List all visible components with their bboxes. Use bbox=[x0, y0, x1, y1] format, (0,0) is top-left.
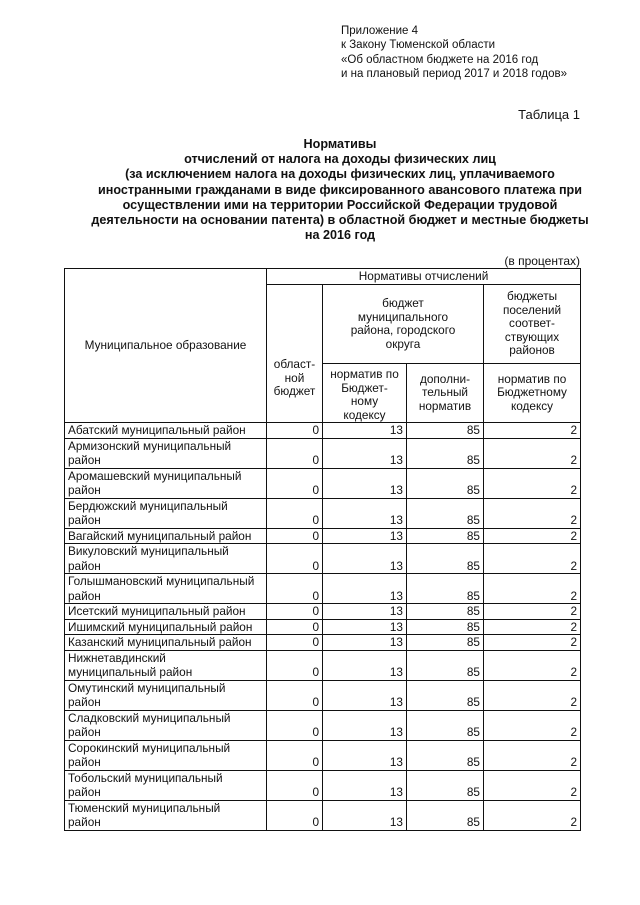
municipality-name-line: Армизонский муниципальный bbox=[68, 438, 232, 453]
additional-value: 85 bbox=[407, 574, 484, 604]
header-line: норматив по bbox=[497, 371, 567, 386]
settlements-value: 2 bbox=[484, 574, 581, 604]
settlements-value: 2 bbox=[484, 650, 581, 680]
header-line: бюджет bbox=[273, 384, 316, 399]
settlements-value: 2 bbox=[484, 604, 581, 620]
regional-value: 0 bbox=[267, 528, 323, 544]
table-row bbox=[65, 770, 581, 800]
code-norm-value: 13 bbox=[323, 604, 407, 620]
regional-value: 0 bbox=[267, 635, 323, 651]
additional-value: 85 bbox=[407, 680, 484, 710]
additional-value: 85 bbox=[407, 770, 484, 800]
header-line: района, городского bbox=[350, 323, 456, 337]
settlements-value: 2 bbox=[484, 619, 581, 635]
table-row bbox=[65, 619, 581, 635]
municipality-name-line: Вагайский муниципальный район bbox=[68, 528, 252, 543]
settlements-value: 2 bbox=[484, 635, 581, 651]
header-line: соответ- bbox=[509, 316, 555, 331]
normatives-table bbox=[64, 268, 581, 831]
regional-value: 0 bbox=[267, 438, 323, 468]
additional-value: 85 bbox=[407, 498, 484, 528]
title-line: деятельности на основании патента) в областной бюджет и местные бюджеты bbox=[91, 213, 589, 228]
regional-value: 0 bbox=[267, 619, 323, 635]
header-line: бюджеты bbox=[506, 289, 558, 304]
code-norm-value: 13 bbox=[323, 438, 407, 468]
settlements-value: 2 bbox=[484, 680, 581, 710]
title-line: (за исключением налога на доходы физических лиц, уплачиваемого bbox=[125, 167, 555, 182]
municipality-name-line: район bbox=[68, 558, 101, 573]
table-row bbox=[65, 650, 581, 680]
code-norm-value: 13 bbox=[323, 468, 407, 498]
table-row bbox=[65, 438, 581, 468]
regional-value: 0 bbox=[267, 770, 323, 800]
municipality-name bbox=[65, 740, 267, 770]
municipality-name bbox=[65, 528, 267, 544]
table-row bbox=[65, 574, 581, 604]
document-title bbox=[40, 137, 640, 243]
settlements-value: 2 bbox=[484, 468, 581, 498]
additional-value: 85 bbox=[407, 528, 484, 544]
table-row bbox=[65, 423, 581, 439]
municipality-name-line: Ишимский муниципальный район bbox=[68, 619, 253, 634]
regional-value: 0 bbox=[267, 544, 323, 574]
regional-value: 0 bbox=[267, 574, 323, 604]
code-norm-value: 13 bbox=[323, 680, 407, 710]
municipality-name bbox=[65, 650, 267, 680]
additional-value: 85 bbox=[407, 468, 484, 498]
appendix-line: к Закону Тюменской области bbox=[341, 39, 496, 52]
municipality-name-line: Тюменский муниципальный bbox=[68, 800, 221, 815]
code-norm-value: 13 bbox=[323, 650, 407, 680]
code-norm-value: 13 bbox=[323, 710, 407, 740]
header-line: норматив bbox=[418, 398, 472, 413]
municipality-name bbox=[65, 770, 267, 800]
municipality-name-line: Аромашевский муниципальный bbox=[68, 468, 242, 483]
municipality-name-line: Сладковский муниципальный bbox=[68, 710, 231, 725]
header-line: ному bbox=[350, 394, 379, 408]
appendix-line: и на плановый период 2017 и 2018 годов» bbox=[341, 68, 567, 81]
code-norm-value: 13 bbox=[323, 574, 407, 604]
title-line: на 2016 год bbox=[304, 228, 376, 243]
municipality-name bbox=[65, 468, 267, 498]
additional-value: 85 bbox=[407, 619, 484, 635]
header-code-norm bbox=[323, 364, 407, 423]
title-line: осуществлении ими на территории Российской Федерации трудовой bbox=[122, 197, 558, 212]
additional-value: 85 bbox=[407, 635, 484, 651]
municipality-name bbox=[65, 800, 267, 830]
code-norm-value: 13 bbox=[323, 423, 407, 439]
units-note: (в процентах) bbox=[504, 254, 580, 268]
header-line: кодексу bbox=[510, 398, 554, 413]
header-line: бюджет bbox=[382, 296, 424, 310]
municipality-name-line: Исетский муниципальный район bbox=[68, 604, 246, 618]
regional-value: 0 bbox=[267, 800, 323, 830]
settlements-value: 2 bbox=[484, 770, 581, 800]
municipality-name bbox=[65, 438, 267, 468]
additional-value: 85 bbox=[407, 740, 484, 770]
table-row bbox=[65, 740, 581, 770]
header-settle-norm bbox=[484, 364, 581, 423]
header-line: поселений bbox=[502, 302, 562, 317]
municipality-name-line: Викуловский муниципальный bbox=[68, 544, 229, 558]
municipality-name bbox=[65, 635, 267, 651]
code-norm-value: 13 bbox=[323, 800, 407, 830]
municipality-name-line: район bbox=[68, 815, 101, 829]
additional-value: 85 bbox=[407, 800, 484, 830]
municipality-name-line: Омутинский муниципальный bbox=[68, 680, 226, 695]
additional-value: 85 bbox=[407, 544, 484, 574]
table-label: Таблица 1 bbox=[518, 107, 580, 122]
code-norm-value: 13 bbox=[323, 619, 407, 635]
regional-value: 0 bbox=[267, 710, 323, 740]
header-settlements bbox=[484, 285, 581, 364]
municipality-name-line: Тобольский муниципальный bbox=[68, 770, 223, 785]
code-norm-value: 13 bbox=[323, 498, 407, 528]
municipality-name-line: Нижнетавдинский bbox=[68, 650, 166, 665]
header-line: норматив по bbox=[330, 367, 399, 381]
municipality-name-line: район bbox=[68, 785, 101, 799]
table-row bbox=[65, 528, 581, 544]
municipality-name-line: район bbox=[68, 755, 101, 769]
settlements-value: 2 bbox=[484, 438, 581, 468]
title-line: отчислений от налога на доходы физических лиц bbox=[184, 152, 496, 167]
header-line: муниципального bbox=[357, 309, 449, 324]
additional-value: 85 bbox=[407, 604, 484, 620]
municipality-name-line: район bbox=[68, 588, 101, 603]
header-line: ствующих bbox=[504, 329, 560, 344]
municipality-name-line: Абатский муниципальный район bbox=[68, 423, 246, 437]
header-line: районов bbox=[509, 343, 555, 358]
municipality-name-line: район bbox=[68, 453, 101, 467]
table-row bbox=[65, 710, 581, 740]
municipality-name bbox=[65, 710, 267, 740]
settlements-value: 2 bbox=[484, 800, 581, 830]
settlements-value: 2 bbox=[484, 498, 581, 528]
code-norm-value: 13 bbox=[323, 544, 407, 574]
header-line: тельный bbox=[421, 385, 469, 400]
municipality-name bbox=[65, 680, 267, 710]
header-regional bbox=[267, 285, 323, 423]
regional-value: 0 bbox=[267, 423, 323, 439]
code-norm-value: 13 bbox=[323, 770, 407, 800]
additional-value: 85 bbox=[407, 650, 484, 680]
table-body bbox=[65, 423, 581, 831]
regional-value: 0 bbox=[267, 468, 323, 498]
table-row bbox=[65, 680, 581, 710]
municipality-name bbox=[65, 423, 267, 439]
table-row bbox=[65, 635, 581, 651]
table-row bbox=[65, 468, 581, 498]
municipality-name-line: Бердюжский муниципальный bbox=[68, 498, 228, 513]
municipality-name bbox=[65, 619, 267, 635]
regional-value: 0 bbox=[267, 650, 323, 680]
header-normatives: Нормативы отчислений bbox=[267, 269, 581, 285]
header-line: дополни- bbox=[419, 371, 471, 386]
settlements-value: 2 bbox=[484, 528, 581, 544]
header-line: Бюджет- bbox=[341, 380, 388, 395]
title-line: Нормативы bbox=[303, 137, 377, 151]
additional-value: 85 bbox=[407, 423, 484, 439]
municipality-name bbox=[65, 604, 267, 620]
municipality-name-line: Сорокинский муниципальный bbox=[68, 740, 231, 755]
municipality-name-line: район bbox=[68, 483, 101, 497]
municipality-name-line: район bbox=[68, 695, 101, 709]
header-district bbox=[323, 285, 484, 364]
header-line: округа bbox=[385, 336, 421, 351]
municipality-name bbox=[65, 544, 267, 574]
code-norm-value: 13 bbox=[323, 740, 407, 770]
table-row bbox=[65, 604, 581, 620]
table-row bbox=[65, 498, 581, 528]
code-norm-value: 13 bbox=[323, 528, 407, 544]
settlements-value: 2 bbox=[484, 544, 581, 574]
header-line: област- bbox=[273, 357, 316, 372]
appendix-line: Приложение 4 bbox=[341, 25, 419, 37]
table-row bbox=[65, 544, 581, 574]
municipality-name-line: район bbox=[68, 725, 101, 739]
municipality-name-line: Голышмановский муниципальный bbox=[68, 574, 255, 588]
additional-value: 85 bbox=[407, 438, 484, 468]
municipality-name-line: муниципальный район bbox=[68, 665, 193, 679]
settlements-value: 2 bbox=[484, 740, 581, 770]
settlements-value: 2 bbox=[484, 710, 581, 740]
regional-value: 0 bbox=[267, 680, 323, 710]
appendix-line: «Об областном бюджете на 2016 год bbox=[341, 53, 539, 66]
settlements-value: 2 bbox=[484, 423, 581, 439]
municipality-name bbox=[65, 498, 267, 528]
header-line: кодексу bbox=[343, 407, 386, 422]
code-norm-value: 13 bbox=[323, 635, 407, 651]
municipality-name-line: район bbox=[68, 513, 101, 527]
regional-value: 0 bbox=[267, 604, 323, 620]
header-municipality: Муниципальное образование bbox=[65, 269, 267, 423]
title-line: иностранными гражданами в виде фиксированного авансового платежа при bbox=[98, 182, 582, 197]
header-additional bbox=[407, 364, 484, 423]
header-line: ной bbox=[284, 370, 305, 385]
municipality-name bbox=[65, 574, 267, 604]
appendix-header bbox=[341, 24, 567, 82]
table-row bbox=[65, 800, 581, 830]
additional-value: 85 bbox=[407, 710, 484, 740]
regional-value: 0 bbox=[267, 498, 323, 528]
municipality-name-line: Казанский муниципальный район bbox=[68, 635, 252, 649]
regional-value: 0 bbox=[267, 740, 323, 770]
header-line: Бюджетному bbox=[497, 385, 567, 400]
